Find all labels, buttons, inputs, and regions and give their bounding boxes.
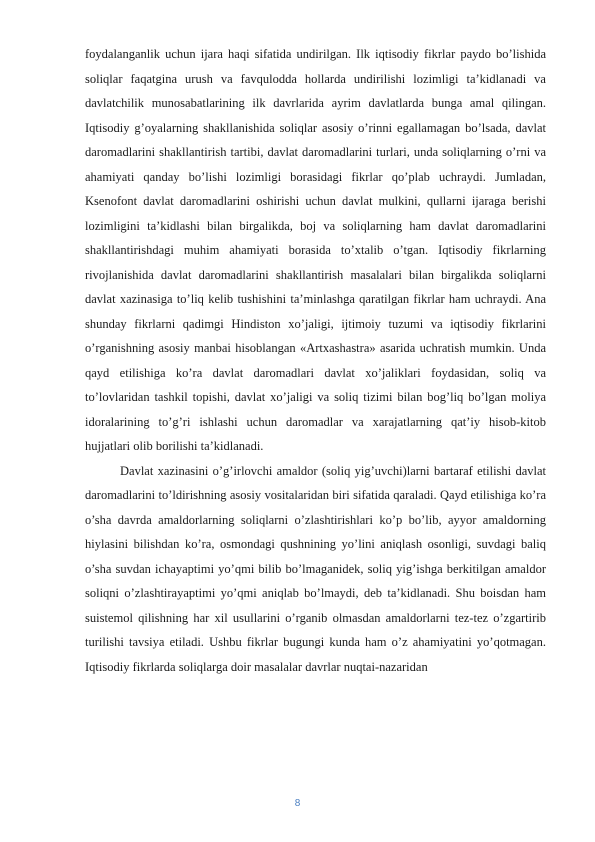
page-number: 8 [294,798,301,809]
paragraph-2: Davlat xazinasini o’g’irlovchi amaldor (soliq yig’uvchi)larni bartaraf etilishi davlat daromadlarini to’ldirishning asosiy vositalaridan biri sifatida qaraladi. Qayd etilishiga ko’ra o’sha davrda amaldorlarning soliqlarni o’zlashtirishlari ko’p bo’lib, ayyor amaldorning hiylasini bilishdan ko’ra, osmondagi qushnining yo’lini aniqlash osonligi, suvdagi baliq o’sha suvdan ichayaptimi yo’qmi bilib bo’lmaganidek, soliq yig’ishga berkitilgan amaldor soliqni o’zlashtirayaptimi yo’qmi aniqlab bo’lmaydi, deb ta’kidlanadi. Shu boisdan ham suistemol qilishning har xil usullarini o’rganib olmasdan amaldorlarni tez-tez o’zgartirib turilishi tavsiya etiladi. Ushbu fikrlar bugungi kunda ham o’z ahamiyatini yo’qotmagan. Iqtisodiy fikrlarda soliqlarga doir masalalar davrlar nuqtai-nazaridan [85,463,546,674]
body-text [85,42,546,679]
paragraph-1: foydalanganlik uchun ijara haqi sifatida undirilgan. Ilk iqtisodiy fikrlar paydo bo’lishida soliqlar faqatgina urush va favqulodda hollarda undirilishi lozimligi ta’kidlanadi va davlatchilik munosabatlarining ilk davrlarida ayrim davlatlarda bunga amal qilingan. Iqtisodiy g’oyalarning shakllanishida soliqlar asosiy o’rinni egallamagan bo’lsada, davlat daromadlarini shakllantirish tartibi, davlat daromadlarini turlari, unda soliqlarning o’rni va ahamiyati qanday bo’lishi lozimligi borasidagi fikrlar qo’plab uchraydi. Jumladan, Ksenofont davlat daromadlarini oshirishi uchun davlat mulkini, qullarni ijaraga berishi lozimligini ta’kidlashi bilan birgalikda, boj va soliqlarning ham davlat daromadlarini shakllantirishdagi muhim ahamiyati borasida to’xtalib o’tgan. Iqtisodiy fikrlarning rivojlanishida davlat daromadlarini shakllantirish masalalari bilan birgalikda soliqlarni davlat xazinasiga to’liq kelib tushishini ta’minlashga qaratilgan fikrlar ham uchraydi. Ana shunday fikrlarni qadimgi Hindiston xo’jaligi, ijtimoiy tuzumi va iqtisodiy fikrlarini o’rganishning asosiy manbai hisoblangan «Artxashastra» asarida uchratish mumkin. Unda qayd etilishiga ko’ra davlat daromadlari davlat xo’jaliklari foydasidan, soliq va to’lovlaridan tashkil topishi, davlat xo’jaligi va soliq tizimi bilan bog’liq bo’lgan moliya idoralarining to’g’ri ishlashi uchun daromadlar va xarajatlarning qat’iy hisob-kitob hujjatlari olib borilishi ta’kidlanadi. [85,47,546,453]
